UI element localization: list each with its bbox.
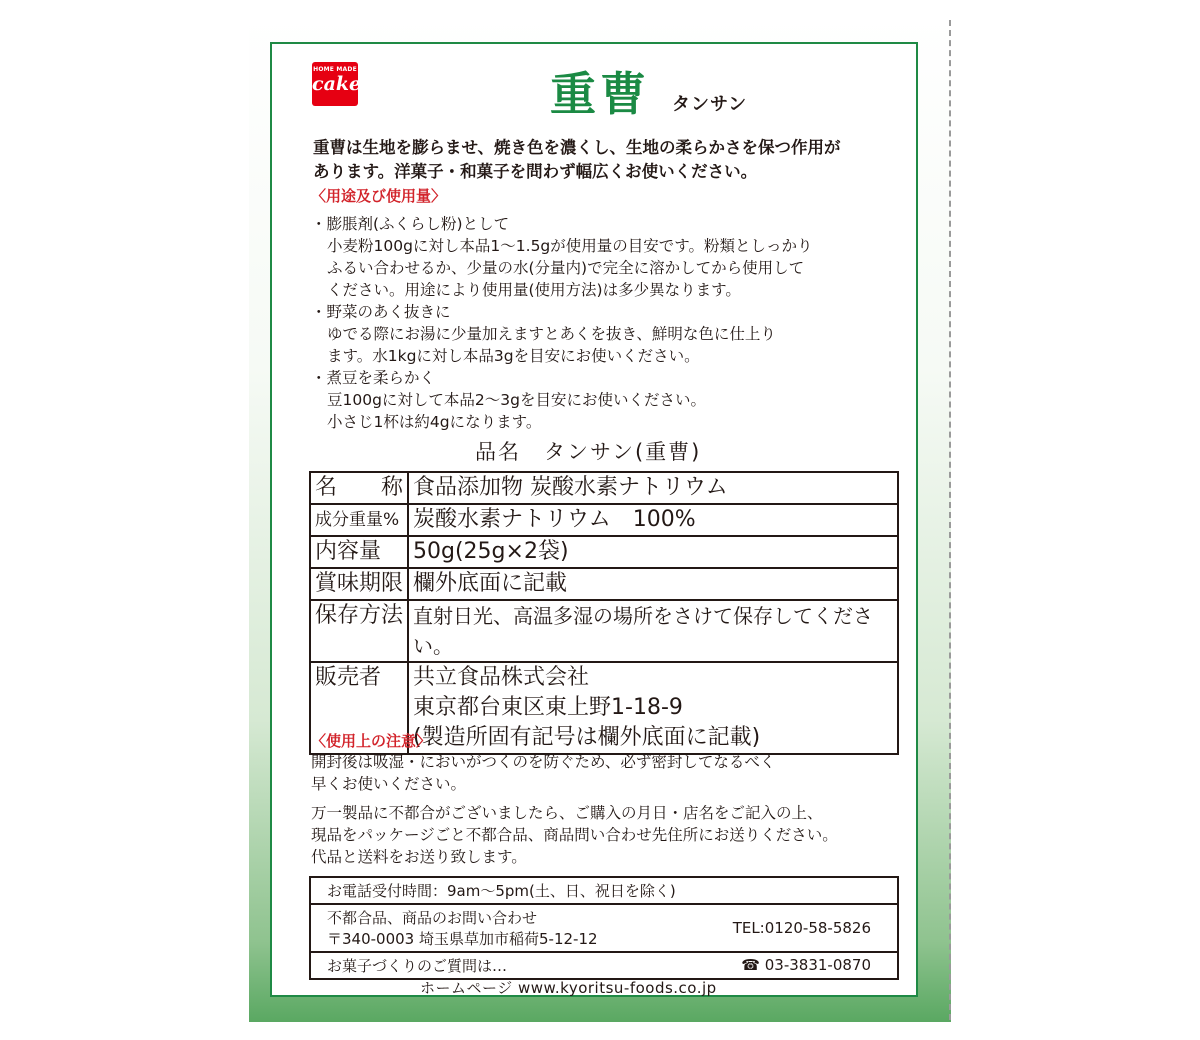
spec-table xyxy=(309,471,899,755)
product-name: 品名 タンサン(重曹) xyxy=(475,440,702,464)
table-row: 賞味期限 欄外底面に記載 xyxy=(310,568,898,600)
table-row: 成分重量% 炭酸水素ナトリウム 100% xyxy=(310,504,898,536)
caution-text: 開封後は吸湿・においがつくのを防ぐため、必ず密封してなるべく 早くお使いください。 xyxy=(311,753,776,793)
homepage-url: ホームページ www.kyoritsu-foods.co.jp xyxy=(420,979,717,997)
inquiry-tel: TEL:0120-58-5826 xyxy=(732,919,871,937)
usage-section xyxy=(311,213,901,433)
question-tel: ☎ 03-3831-0870 xyxy=(741,956,871,974)
logo-small-text: HOME MADE xyxy=(313,66,357,73)
label-panel xyxy=(270,42,918,997)
logo-big-text: cake xyxy=(312,73,362,95)
usage-item: ・煮豆を柔らかく 豆100gに対して本品2～3gを目安にお使いください。 小さじ1杯は約4gになります。 xyxy=(311,369,706,431)
product-title: 重曹 xyxy=(550,67,650,121)
intro-text: 重曹は生地を膨らませ、焼き色を濃くし、生地の柔らかさを保つ作用が あります。洋菓子・和菓子を問わず幅広くお使いください。 xyxy=(313,138,841,181)
contact-box xyxy=(309,876,899,980)
usage-heading: 〈用途及び使用量〉 xyxy=(311,187,447,205)
brand-logo xyxy=(312,62,362,106)
usage-item: ・膨脹剤(ふくらし粉)として 小麦粉100gに対し本品1～1.5gが使用量の目安です。粉類としっかり ふるい合わせるか、少量の水(分量内)で完全に溶かしてから使用して ください。用途により使用量(使用方法)は多少異なります。 xyxy=(311,215,813,299)
caution-heading: 〈使用上の注意〉 xyxy=(311,732,432,750)
inquiry-row: 不都合品、商品のお問い合わせ 〒340-0003 埼玉県草加市稲荷5-12-12 TEL:0120-58-5826 xyxy=(311,905,897,953)
caution-text-2: 万一製品に不都合がございましたら、ご購入の月日・店名をご記入の上、 現品をパッケージごと不都合品、商品問い合わせ先住所にお送りください。 代品と送料をお送り致します。 xyxy=(311,804,838,866)
phone-hours: お電話受付時間：9am～5pm(土、日、祝日を除く) xyxy=(311,878,897,905)
table-row: 保存方法 直射日光、高温多湿の場所をさけて保存してください。 xyxy=(310,600,898,662)
table-row: 販売者 共立食品株式会社 東京都台東区東上野1-18-9 (製造所固有記号は欄外底面に記載) xyxy=(310,662,898,754)
cut-line xyxy=(949,20,951,1020)
table-row: 内容量 50g(25g×2袋) xyxy=(310,536,898,568)
product-title-kana: タンサン xyxy=(672,94,748,115)
table-row: 名 称 食品添加物 炭酸水素ナトリウム xyxy=(310,472,898,504)
usage-item: ・野菜のあく抜きに ゆでる際にお湯に少量加えますとあくを抜き、鮮明な色に仕上り ます。水1kgに対し本品3gを目安にお使いください。 xyxy=(311,303,776,365)
question-row: お菓子づくりのご質問は… ☎ 03-3831-0870 xyxy=(327,956,871,975)
